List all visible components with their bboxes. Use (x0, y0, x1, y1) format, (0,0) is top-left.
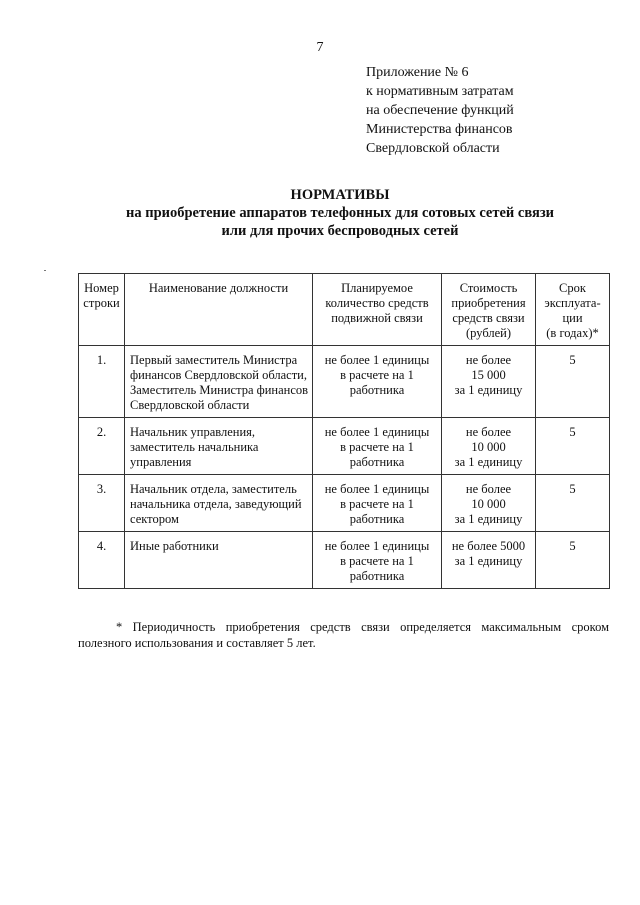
row-quantity: не более 1 единицы в расчете на 1 работника (313, 346, 442, 418)
table-row (79, 418, 610, 475)
appendix-line: Министерства финансов (366, 122, 513, 137)
row-term: 5 (536, 475, 610, 532)
table-header-row (79, 274, 610, 346)
norms-table (78, 273, 610, 589)
title-subheading-line: или для прочих беспроводных сетей (221, 223, 459, 239)
row-cost: не более 15 000 за 1 единицу (442, 346, 536, 418)
document-title (40, 186, 640, 240)
table-row (79, 346, 610, 418)
row-term: 5 (536, 418, 610, 475)
row-position: Начальник отдела, заместитель начальника отдела, заведующий сектором (125, 475, 313, 532)
table-row (79, 475, 610, 532)
header-term: Срок эксплуата- ции (в годах)* (536, 274, 610, 346)
row-term: 5 (536, 346, 610, 418)
table-row (79, 532, 610, 589)
row-position: Начальник управления, заместитель начальника управления (125, 418, 313, 475)
row-cost: не более 5000 за 1 единицу (442, 532, 536, 589)
title-heading: НОРМАТИВЫ (290, 187, 390, 203)
row-quantity: не более 1 единицы в расчете на 1 работника (313, 475, 442, 532)
row-number: 1. (79, 346, 125, 418)
header-position: Наименование должности (125, 274, 313, 346)
scan-artifact-mark (44, 270, 46, 271)
appendix-line: к нормативным затратам (366, 84, 514, 99)
header-quantity: Планируемое количество средств подвижной связи (313, 274, 442, 346)
row-number: 4. (79, 532, 125, 589)
page-number: 7 (316, 40, 324, 55)
row-cost: не более 10 000 за 1 единицу (442, 418, 536, 475)
row-position: Первый заместитель Министра финансов Свердловской области, Заместитель Министра финансов Свердловской области (125, 346, 313, 418)
header-cost: Стоимость приобретения средств связи (рублей) (442, 274, 536, 346)
appendix-line: Приложение № 6 (366, 65, 469, 80)
row-number: 2. (79, 418, 125, 475)
row-term: 5 (536, 532, 610, 589)
appendix-reference (366, 63, 514, 158)
footnote: * Периодичность приобретения средств связи определяется максимальным сроком полезного использования и составляет 5 лет. (78, 620, 609, 650)
row-position: Иные работники (125, 532, 313, 589)
row-number: 3. (79, 475, 125, 532)
title-subheading-line: на приобретение аппаратов телефонных для сотовых сетей связи (125, 205, 555, 221)
row-cost: не более 10 000 за 1 единицу (442, 475, 536, 532)
row-quantity: не более 1 единицы в расчете на 1 работника (313, 532, 442, 589)
appendix-line: Свердловской области (366, 141, 500, 156)
row-quantity: не более 1 единицы в расчете на 1 работника (313, 418, 442, 475)
appendix-line: на обеспечение функций (366, 103, 514, 118)
header-row-number: Номер строки (79, 274, 125, 346)
